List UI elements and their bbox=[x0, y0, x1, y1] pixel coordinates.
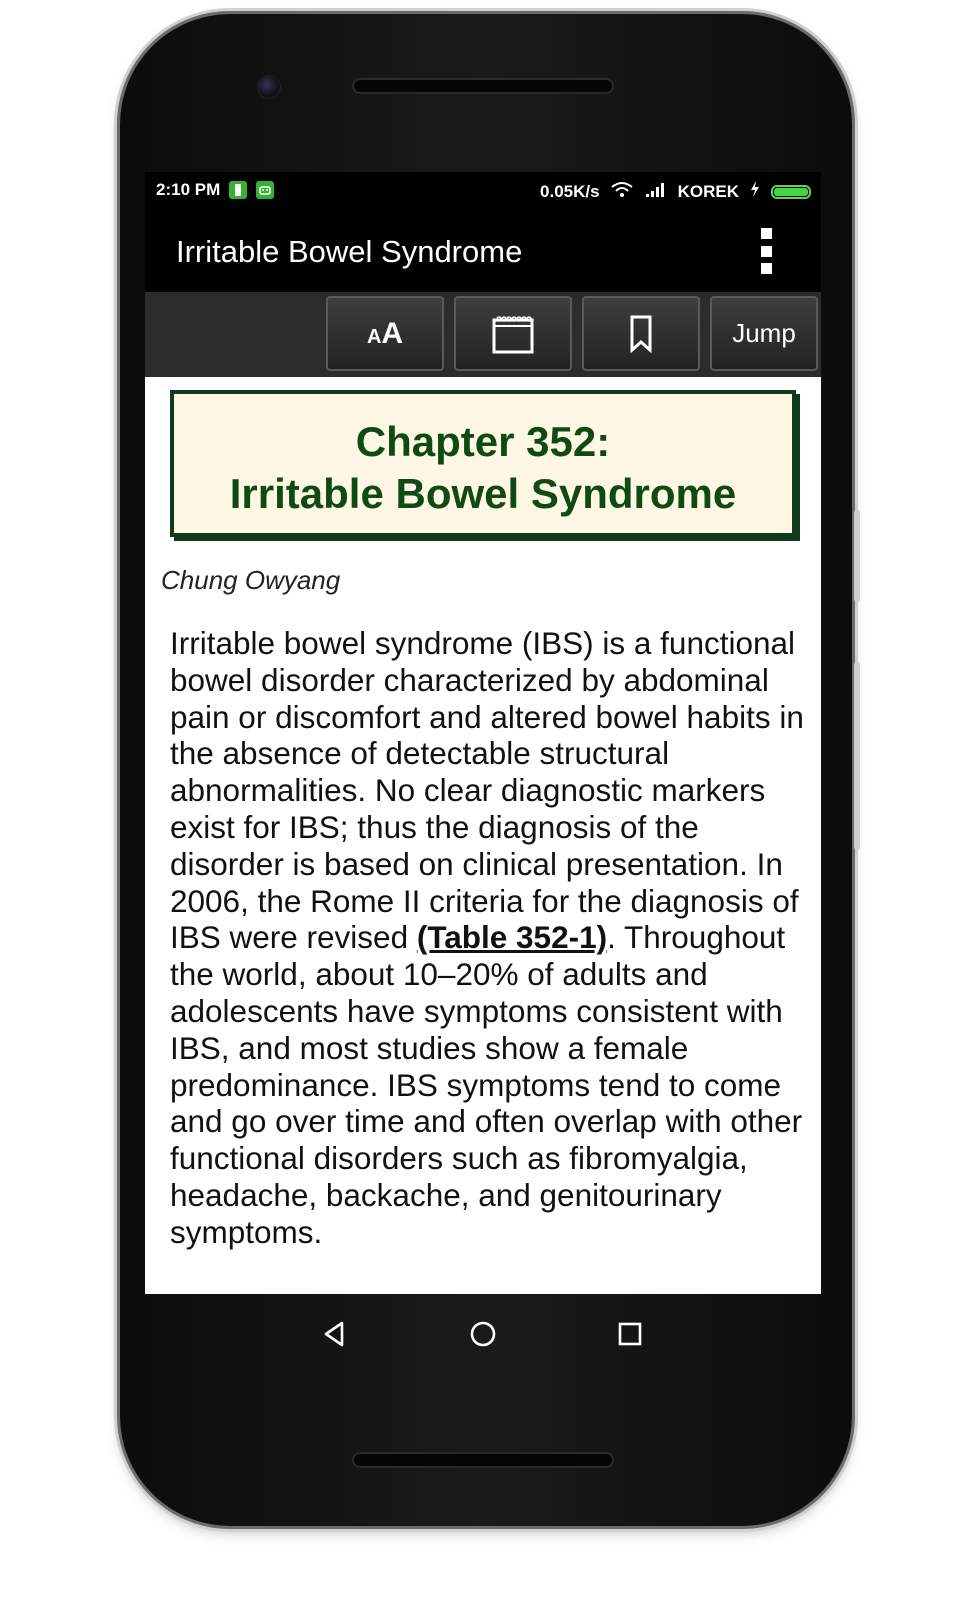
signal-icon bbox=[644, 180, 668, 203]
battery-saver-icon bbox=[229, 181, 247, 199]
author-name: Chung Owyang bbox=[161, 565, 341, 595]
android-icon bbox=[256, 181, 274, 199]
calendar-button[interactable] bbox=[454, 296, 572, 371]
overflow-dot bbox=[761, 263, 772, 274]
chapter-content[interactable] bbox=[145, 377, 821, 1294]
recents-button[interactable] bbox=[608, 1312, 652, 1356]
screen bbox=[145, 172, 821, 1294]
charging-icon bbox=[749, 180, 761, 203]
overflow-dot bbox=[761, 246, 772, 257]
table-reference-link[interactable]: (Table 352-1) bbox=[416, 919, 608, 956]
app-title: Irritable Bowel Syndrome bbox=[176, 234, 523, 269]
font-size-icon: AA bbox=[366, 316, 404, 350]
chapter-header bbox=[170, 390, 796, 537]
status-time: 2:10 PM bbox=[156, 180, 221, 199]
jump-button[interactable]: Jump bbox=[710, 296, 818, 371]
top-speaker bbox=[352, 78, 614, 94]
back-triangle-icon bbox=[320, 1319, 350, 1349]
wifi-icon bbox=[610, 180, 634, 203]
overflow-menu-button[interactable] bbox=[759, 228, 773, 274]
body-paragraph bbox=[170, 625, 806, 1251]
home-circle-icon bbox=[468, 1319, 498, 1349]
overflow-menu-icon bbox=[761, 228, 772, 239]
paragraph-text-2: . Throughout the world, about 10–20% of adults and adolescents have symptoms consistent with IBS, and most studies show a female predominance. IBS symptoms tend to come and go over time and often overlap with other functional disorders such as fibromyalgia, headache, backache, and genitourinary symptoms. bbox=[170, 919, 803, 1250]
status-bar bbox=[145, 172, 821, 208]
volume-button bbox=[854, 510, 860, 602]
back-button[interactable] bbox=[313, 1312, 357, 1356]
font-size-button[interactable] bbox=[326, 296, 444, 371]
reader-toolbar bbox=[145, 292, 821, 377]
front-camera bbox=[257, 75, 281, 99]
chapter-number: Chapter 352: bbox=[355, 418, 611, 465]
bookmark-icon bbox=[629, 315, 653, 353]
navigation-bar bbox=[145, 1294, 821, 1376]
bottom-speaker bbox=[352, 1452, 614, 1468]
bookmark-button[interactable] bbox=[582, 296, 700, 371]
network-speed: 0.05K/s bbox=[540, 181, 600, 201]
battery-icon bbox=[771, 185, 811, 199]
app-bar bbox=[145, 208, 821, 292]
calendar-icon bbox=[491, 314, 535, 354]
power-button bbox=[854, 662, 860, 850]
recents-square-icon bbox=[615, 1319, 645, 1349]
paragraph-text-1: Irritable bowel syndrome (IBS) is a functional bowel disorder characterized by abdominal pain or discomfort and altered bowel habits in the absence of detectable structural abnormalities. No clear diagnostic markers exist for IBS; thus the diagnosis of the disorder is based on clinical presentation. In 2006, the Rome II criteria for the diagnosis of IBS were revised bbox=[170, 625, 804, 956]
carrier-name: KOREK bbox=[677, 181, 739, 201]
chapter-title: Irritable Bowel Syndrome bbox=[229, 470, 737, 517]
home-button[interactable] bbox=[461, 1312, 505, 1356]
